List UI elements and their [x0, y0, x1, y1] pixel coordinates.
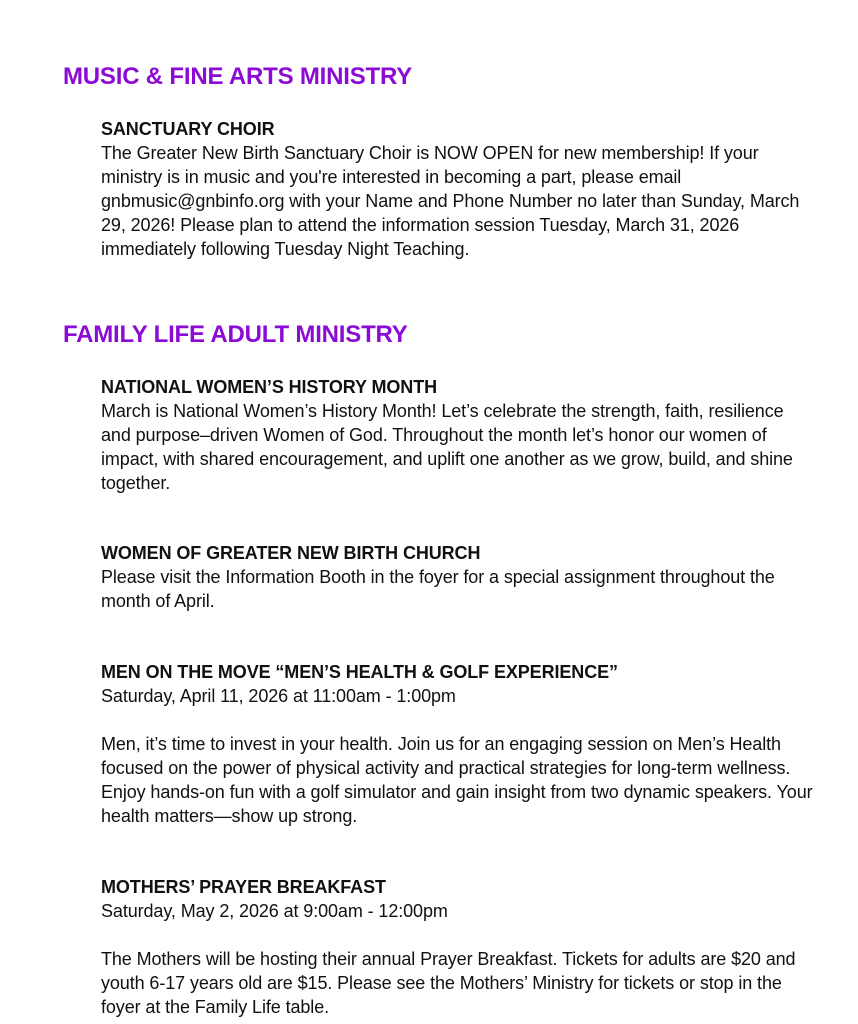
announcement-title: NATIONAL WOMEN’S HISTORY MONTH — [101, 377, 438, 397]
announcement-men-on-the-move — [101, 660, 813, 828]
announcement-title: SANCTUARY CHOIR — [101, 119, 275, 139]
announcement-womens-history-month — [101, 375, 813, 495]
announcement-title: WOMEN OF GREATER NEW BIRTH CHURCH — [101, 543, 481, 563]
announcement-mothers-prayer-breakfast — [101, 875, 813, 1019]
announcement-sanctuary-choir — [101, 117, 813, 261]
announcement-title: MEN ON THE MOVE “MEN’S HEALTH & GOLF EXPERIENCE” — [101, 662, 618, 682]
announcement-title: MOTHERS’ PRAYER BREAKFAST — [101, 877, 386, 897]
announcement-body: The Mothers will be hosting their annual Prayer Breakfast. Tickets for adults are $20 and youth 6-17 years old are $15. Please see the Mothers’ Ministry for tickets or stop in the foyer at the Family Life table. — [101, 949, 796, 1017]
announcement-date: Saturday, April 11, 2026 at 11:00am - 1:00pm — [101, 686, 456, 706]
announcement-women-of-gnb — [101, 541, 813, 613]
section-title-family-life-adult: FAMILY LIFE ADULT MINISTRY — [63, 321, 408, 348]
announcement-body: Men, it’s time to invest in your health. Join us for an engaging session on Men’s Health focused on the power of physical activity and practical strategies for long-term wellness. Enjoy hands-on fun with a golf simulator and gain insight from two dynamic speakers. Your health matters—show up strong. — [101, 734, 813, 826]
announcement-body: The Greater New Birth Sanctuary Choir is NOW OPEN for new membership! If your ministry is in music and you're interested in becoming a part, please email gnbmusic@gnbinfo.org with your Name and Phone Number no later than Sunday, March 29, 2026! Please plan to attend the information session Tuesday, March 31, 2026 immediately following Tuesday Night Teaching. — [101, 143, 800, 259]
announcement-date: Saturday, May 2, 2026 at 9:00am - 12:00pm — [101, 901, 448, 921]
announcement-body: Please visit the Information Booth in the foyer for a special assignment throughout the month of April. — [101, 567, 775, 611]
section-title-music-fine-arts: MUSIC & FINE ARTS MINISTRY — [63, 63, 413, 90]
announcement-body: March is National Women’s History Month! Let’s celebrate the strength, faith, resilience and purpose–driven Women of God. Throughout the month let’s honor our women of impact, with shared encouragement, and uplift one another as we grow, build, and shine together. — [101, 401, 793, 493]
